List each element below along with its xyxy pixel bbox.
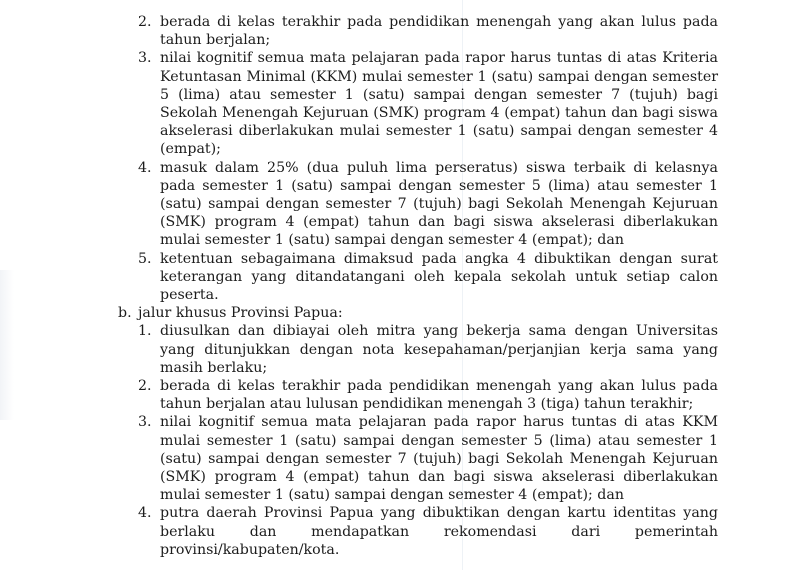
item-text: ketentuan sebagaimana dimaksud pada angka 4 dibuktikan dengan surat keterangan yang ditandatangani oleh kepala sekolah untuk setiap calon peserta.: [160, 250, 718, 304]
section-letter: b.: [118, 305, 132, 322]
item-text: putra daerah Provinsi Papua yang dibuktikan dengan kartu identitas yang berlaku dan mendapatkan rekomendasi dari pemerintah provinsi/kabupaten/kota.: [160, 505, 718, 558]
item-text: nilai kognitif semua mata pelajaran pada rapor harus tuntas di atas Kriteria Ketuntasan Minimal (KKM) mulai semester 1 (satu) sampai dengan semester 5 (lima) atau semester 1 (satu) sampai dengan semester 7 (tujuh) bagi Sekolah Menengah Kejuruan (SMK) program 4 (empat) tahun dan bagi siswa akselerasi diberlakukan mulai semester 1 (satu) sampai dengan semester 4 (empat);: [160, 50, 718, 158]
section-b-heading: [118, 304, 718, 322]
item-number: 5.: [138, 250, 152, 267]
document-page: [118, 13, 718, 559]
item-text: diusulkan dan dibiayai oleh mitra yang bekerja sama dengan Universitas yang ditunjukkan dengan nota kesepahaman/perjanjian kerja sama yang masih berlaku;: [160, 323, 718, 376]
scan-edge-shadow: [0, 270, 14, 420]
list-item-a3: [118, 49, 718, 158]
list-item-a5: [118, 250, 718, 305]
item-number: 4.: [138, 159, 152, 176]
section-title: jalur khusus Provinsi Papua:: [138, 305, 343, 322]
item-number: 4.: [138, 505, 152, 522]
list-item-b2: [118, 377, 718, 413]
item-text: masuk dalam 25% (dua puluh lima perseratus) siswa terbaik di kelasnya pada semester 1 (satu) sampai dengan semester 5 (lima) atau semester 1 (satu) sampai dengan semester 7 (tujuh) bagi Sekolah Menengah Kejuruan (SMK) program 4 (empat) tahun dan bagi siswa akselerasi diberlakukan mulai semester 1 (satu) sampai dengan semester 4 (empat); dan: [160, 159, 718, 249]
item-number: 3.: [138, 50, 152, 67]
item-text: berada di kelas terakhir pada pendidikan menengah yang akan lulus pada tahun berjalan;: [160, 14, 718, 49]
item-number: 1.: [138, 323, 152, 340]
item-number: 2.: [138, 14, 152, 30]
list-item-b4: [118, 504, 718, 559]
item-text: nilai kognitif semua mata pelajaran pada rapor harus tuntas di atas KKM mulai semester 1 (satu) sampai dengan semester 5 (lima) atau semester 1 (satu) sampai dengan semester 7 (tujuh) bagi Sekolah Menengah Kejuruan (SMK) program 4 (empat) tahun dan bagi siswa akselerasi diberlakukan mulai semester 1 (satu) sampai dengan semester 4 (empat); dan: [160, 414, 718, 504]
list-item-a2: [118, 13, 718, 49]
item-number: 3.: [138, 414, 152, 431]
list-item-b3: [118, 413, 718, 504]
item-text: berada di kelas terakhir pada pendidikan menengah yang akan lulus pada tahun berjalan atau lulusan pendidikan menengah 3 (tiga) tahun terakhir;: [160, 378, 718, 413]
item-number: 2.: [138, 378, 152, 395]
list-item-a4: [118, 159, 718, 250]
list-item-b1: [118, 322, 718, 377]
